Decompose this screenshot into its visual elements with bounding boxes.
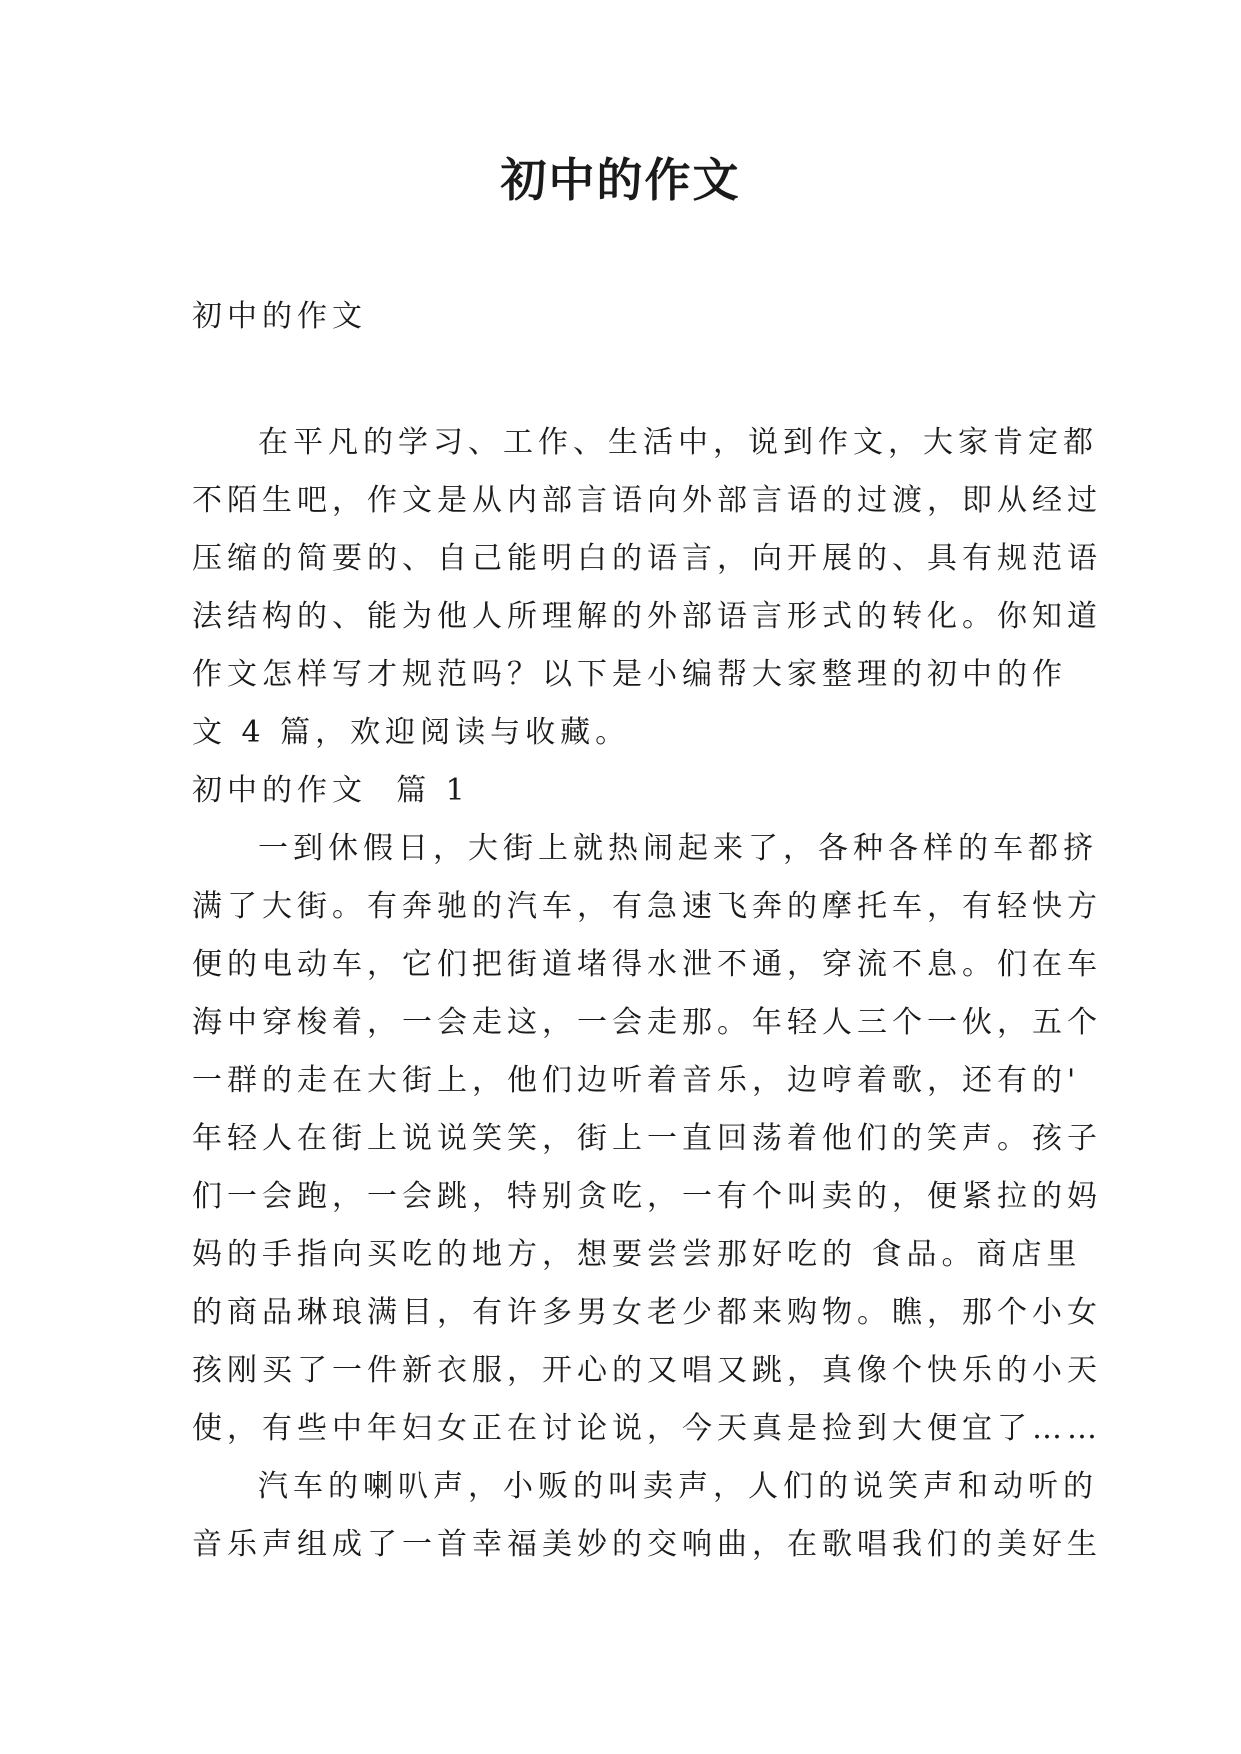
paragraph-line: 便的电动车，它们把街道堵得水泄不通，穿流不息。们在车	[192, 947, 1102, 982]
paragraph-line: 孩刚买了一件新衣服，开心的又唱又跳，真像个快乐的小天	[192, 1353, 1102, 1388]
paragraph-line: 妈的手指向买吃的地方，想要尝尝那好吃的 食品。商店里	[192, 1237, 1082, 1272]
paragraph-line: 使，有些中年妇女正在讨论说，今天真是捡到大便宜了……	[192, 1411, 1102, 1446]
intro-line: 文 4 篇，欢迎阅读与收藏。	[192, 715, 631, 750]
document-title: 初中的作文	[500, 153, 741, 207]
paragraph-line: 海中穿梭着，一会走这，一会走那。年轻人三个一伙，五个	[192, 1005, 1102, 1040]
paragraph-2	[192, 1458, 1102, 1574]
paragraph-line: 音乐声组成了一首幸福美妙的交响曲，在歌唱我们的美好生	[192, 1527, 1102, 1562]
paragraph-line: 们一会跑，一会跳，特别贪吃，一有个叫卖的，便紧拉的妈	[192, 1179, 1102, 1214]
paragraph-line: 满了大街。有奔驰的汽车，有急速飞奔的摩托车，有轻快方	[192, 889, 1102, 924]
intro-line: 作文怎样写才规范吗？以下是小编帮大家整理的初中的作	[192, 657, 1067, 692]
paragraph-line: 一群的走在大街上，他们边听着音乐，边哼着歌，还有的'	[192, 1063, 1081, 1098]
intro-paragraph	[192, 414, 1102, 762]
intro-line: 法结构的、能为他人所理解的外部语言形式的转化。你知道	[192, 599, 1102, 634]
intro-line: 在平凡的学习、工作、生活中，说到作文，大家肯定都	[258, 425, 1098, 460]
intro-line: 不陌生吧，作文是从内部言语向外部言语的过渡，即从经过	[192, 483, 1102, 518]
document-body	[192, 288, 1102, 1574]
section-heading: 初中的作文 篇 1	[192, 773, 470, 808]
paragraph-line: 一到休假日，大街上就热闹起来了，各种各样的车都挤	[258, 831, 1098, 866]
paragraph-1	[192, 820, 1102, 1458]
paragraph-line: 的商品琳琅满目，有许多男女老少都来购物。瞧，那个小女	[192, 1295, 1102, 1330]
document-subtitle: 初中的作文	[192, 299, 367, 334]
paragraph-line: 年轻人在街上说说笑笑，街上一直回荡着他们的笑声。孩子	[192, 1121, 1102, 1156]
intro-line: 压缩的简要的、自己能明白的语言，向开展的、具有规范语	[192, 541, 1102, 576]
paragraph-line: 汽车的喇叭声，小贩的叫卖声，人们的说笑声和动听的	[258, 1469, 1098, 1504]
